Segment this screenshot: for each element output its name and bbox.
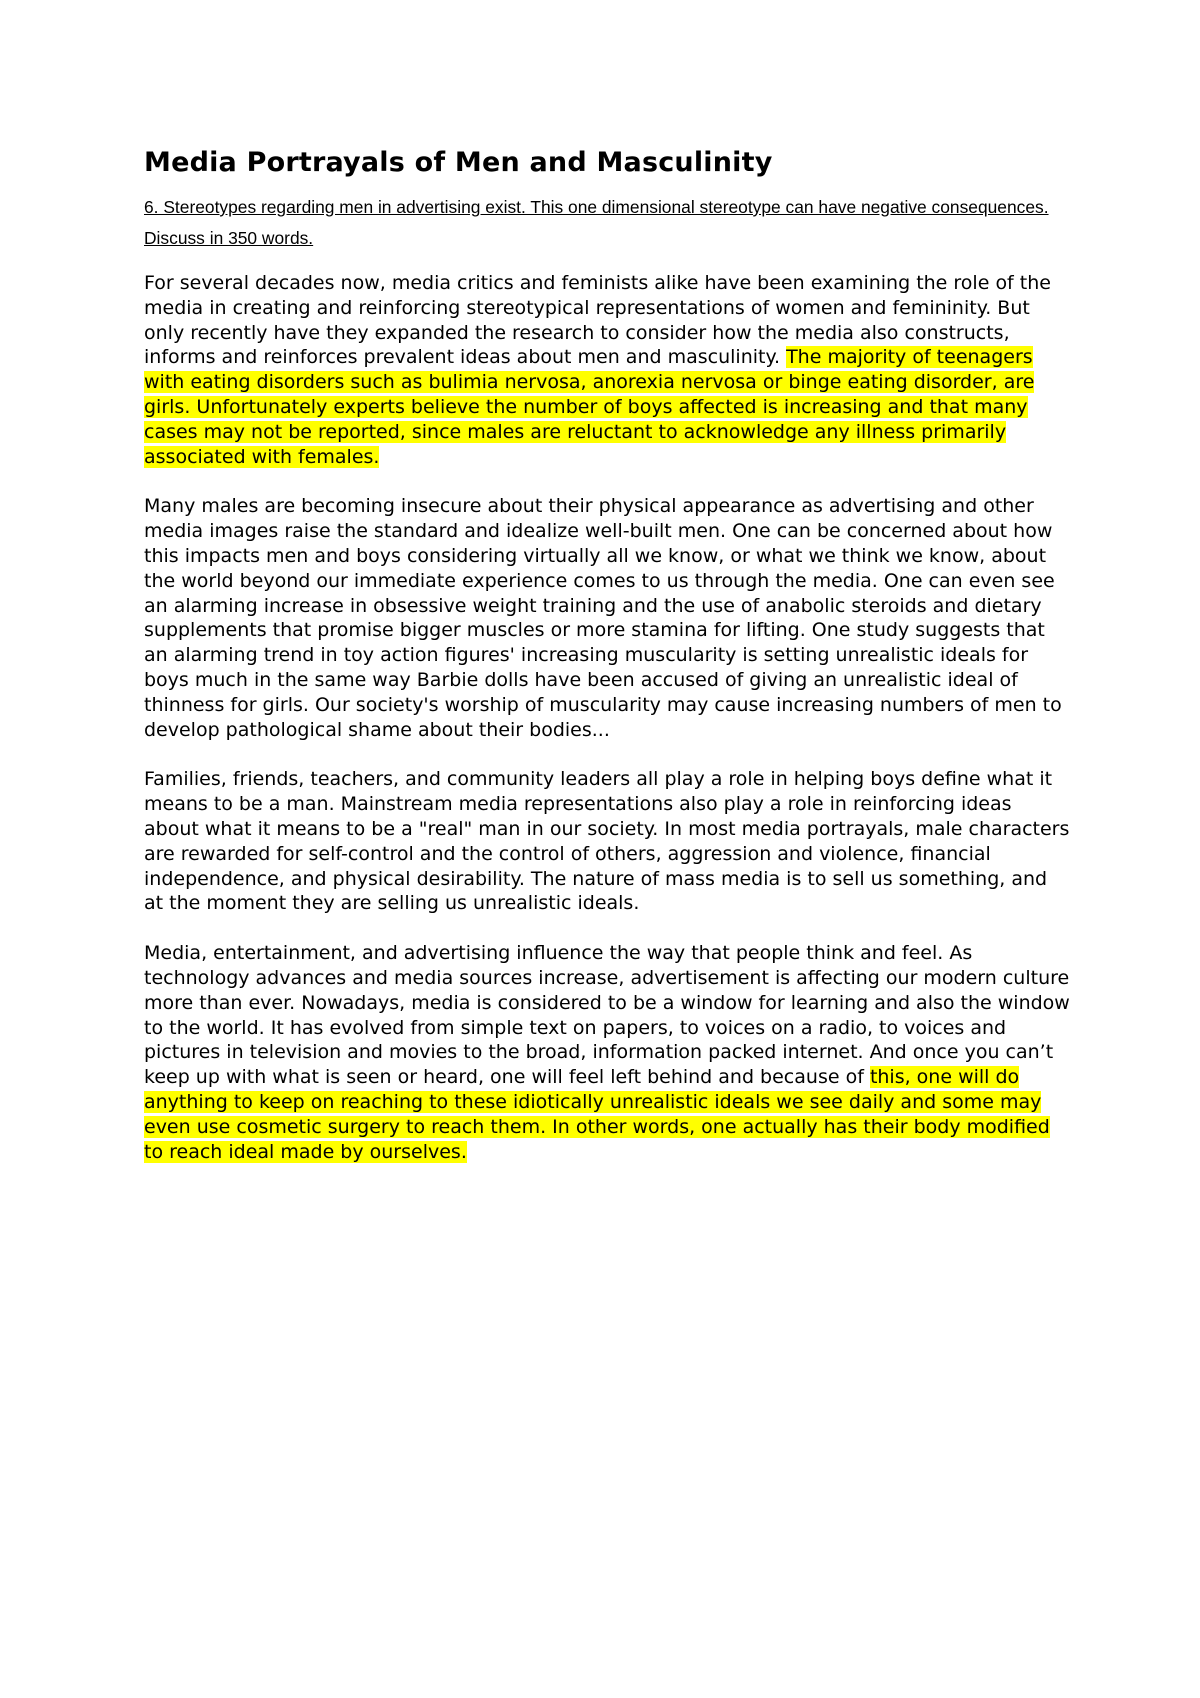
- paragraph-1-text: For several decades now, media critics and feminists alike have been examining the role of the media in creating and reinforcing stereotypical representations of women and femininity. But only recently have they expanded the research to consider how the media also constructs, informs and reinforces prevalent ideas about men and masculinity.: [144, 272, 1051, 369]
- paragraph-1-highlight: The majority of teenagers with eating disorders such as bulimia nervosa, anorexia nervosa or binge eating disorder, are girls. Unfortunately experts believe the number of boys affected is increasing and that many cases may not be reported, since males are reluctant to acknowledge any illness primarily associated with females.: [144, 346, 1035, 468]
- paragraph-3-text: Families, friends, teachers, and community leaders all play a role in helping boys define what it means to be a man. Mainstream media representations also play a role in reinforcing ideas about what it means to be a "real" man in our society. In most media portrayals, male characters are rewarded for self-control and the control of others, aggression and violence, financial independence, and physical desirability. The nature of mass media is to sell us something, and at the moment they are selling us unrealistic ideals.: [144, 768, 1070, 915]
- paragraph-4-highlight: this, one will do anything to keep on reaching to these idiotically unrealistic ideals we see daily and some may even use cosmetic surgery to reach them. In other words, one actually has their body modified to reach ideal made by ourselves.: [144, 1066, 1050, 1163]
- paragraph-4: [144, 941, 1070, 1164]
- paragraph-2: [144, 494, 1070, 742]
- essay-question: 6. Stereotypes regarding men in advertising exist. This one dimensional stereotype can have negative consequences. Discuss in 350 words.: [144, 197, 1049, 248]
- paragraph-1: [144, 271, 1070, 469]
- paragraph-4-text: Media, entertainment, and advertising influence the way that people think and feel. As technology advances and media sources increase, advertisement is affecting our modern culture more than ever. Nowadays, media is considered to be a window for learning and also the window to the world. It has evolved from simple text on papers, to voices on a radio, to voices and pictures in television and movies to the broad, information packed internet. And once you can’t keep up with what is seen or heard, one will feel left behind and because of: [144, 942, 1070, 1089]
- paragraph-3: [144, 767, 1070, 916]
- paragraph-2-text: Many males are becoming insecure about their physical appearance as advertising and other media images raise the standard and idealize well-built men. One can be concerned about how this impacts men and boys considering virtually all we know, or what we think we know, about the world beyond our immediate experience comes to us through the media. One can even see an alarming increase in obsessive weight training and the use of anabolic steroids and dietary supplements that promise bigger muscles or more stamina for lifting. One study suggests that an alarming trend in toy action figures' increasing muscularity is setting unrealistic ideals for boys much in the same way Barbie dolls have been accused of giving an unrealistic ideal of thinness for girls. Our society's worship of muscularity may cause increasing numbers of men to develop pathological shame about their bodies...: [144, 495, 1062, 741]
- document-title: Media Portrayals of Men and Masculinity: [144, 147, 773, 178]
- document-body: [144, 146, 1070, 1189]
